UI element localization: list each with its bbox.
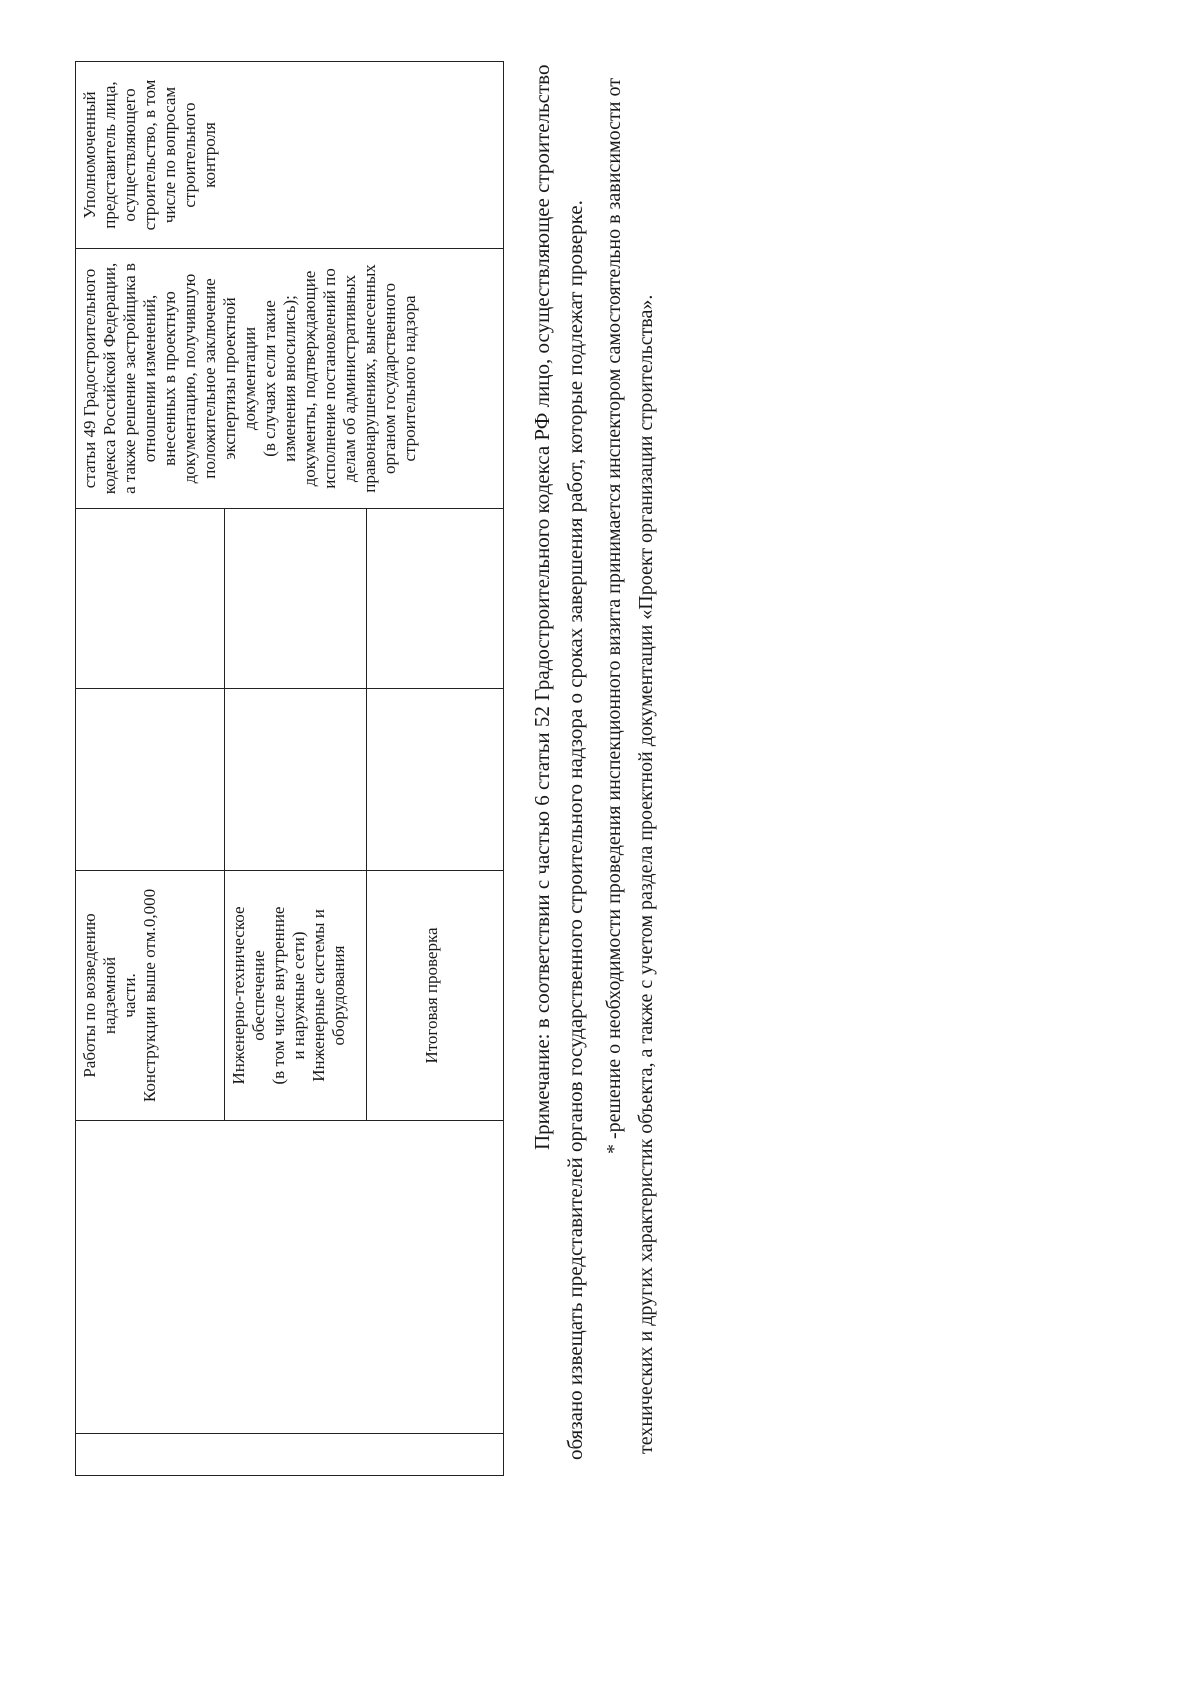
documents-cell (76, 249, 504, 509)
empty-cell (225, 689, 367, 871)
work-superstructure-text: Работы по возведению надземной части. Конструкции выше отм.0,000 (80, 888, 159, 1103)
number-cell (76, 1434, 504, 1476)
work-cell-final (367, 871, 504, 1121)
footnote-paragraph: * -решение о необходимости проведения инспекционного визита принимается инспектором самостоятельно в зависимости от технических и других характеристик объекта, а также с учетом раздела проектной документации «Проект организации строительства». (603, 78, 657, 1454)
table-row (76, 62, 225, 1476)
inspector-text: Уполномоченный представитель лица, осуществляющего строительство, в том числе по вопросам строительного контроля (80, 79, 219, 231)
documents-text: статьи 49 Градостроительного кодекса Российской Федерации, а также решение застройщика в отношении изменений, внесенных в проектную документацию, получившую положительное заключение экспертизы проектной документации (в случаях если такие изменения вносились); документы, подтверждающие исполнение постановлений по делам об административных правонарушениях, вынесенных органом государственного строительного надзора (80, 262, 419, 495)
empty-cell (76, 689, 225, 871)
stage-cell (76, 1121, 504, 1434)
empty-cell (76, 509, 225, 689)
work-final-text: Итоговая проверка (422, 927, 441, 1064)
inspection-schedule-table (75, 61, 504, 1476)
work-cell-engineering (225, 871, 367, 1121)
empty-cell (225, 509, 367, 689)
note-paragraph: Примечание: в соответствии с частью 6 статьи 52 Градостроительного кодекса РФ лицо, осуществляющее строительство обязано извещать представителей органов государственного строительного надзора о сроках завершения работ, которые подлежат проверке. (530, 64, 587, 1460)
inspector-cell (76, 62, 504, 249)
work-engineering-text: Инженерно-техническое обеспечение (в том числе внутренние и наружные сети) Инженерные системы и оборудования (229, 906, 348, 1085)
empty-cell (367, 689, 504, 871)
work-cell-superstructure (76, 871, 225, 1121)
empty-cell (367, 509, 504, 689)
